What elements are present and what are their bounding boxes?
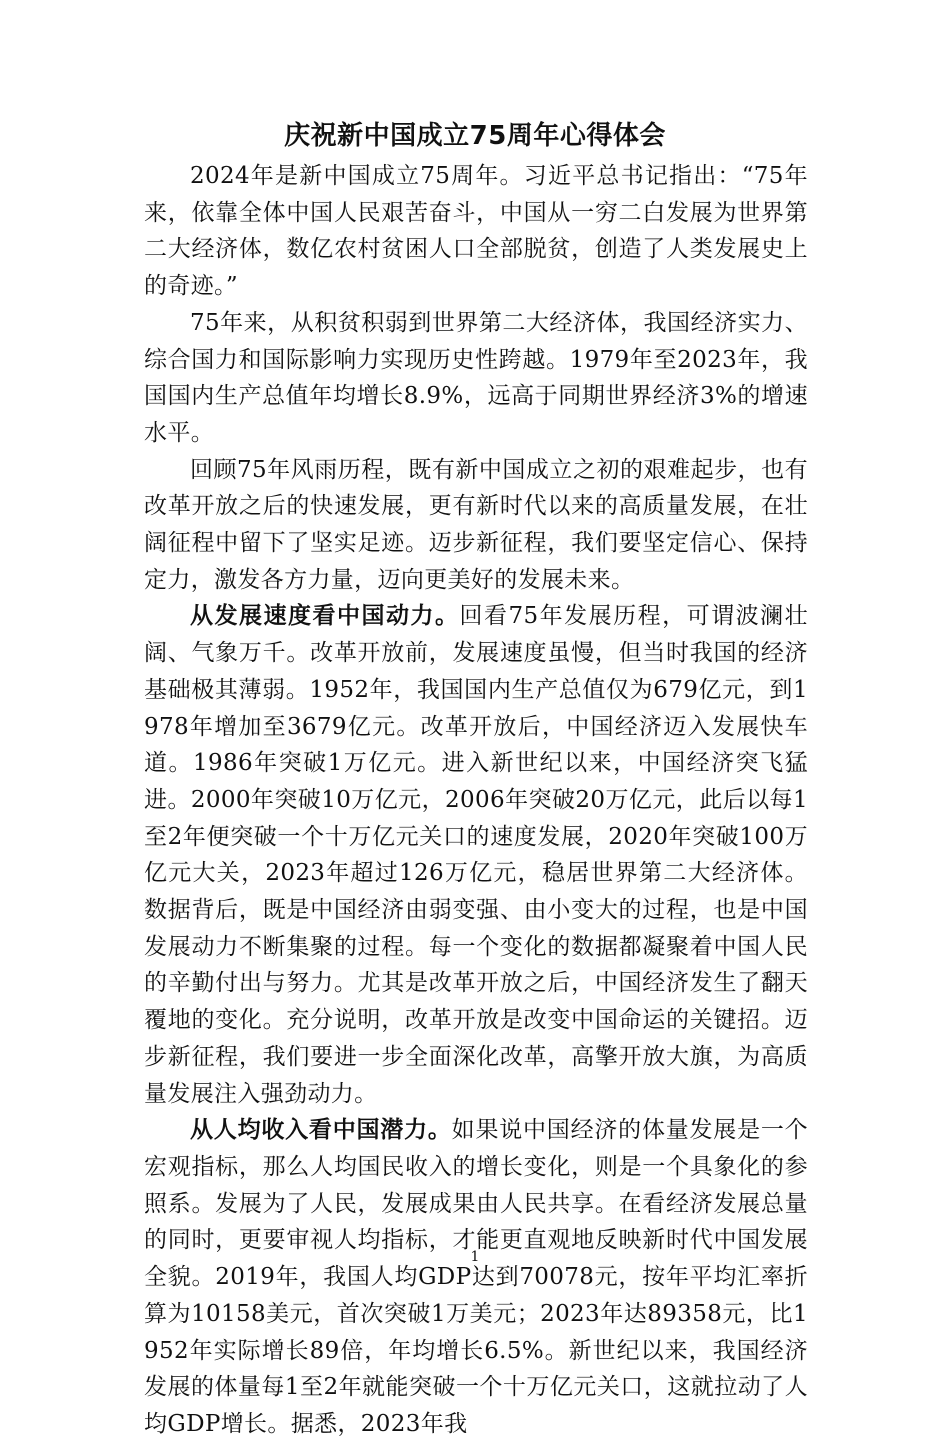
paragraph-text: 75年来，从积贫积弱到世界第二大经济体，我国经济实力、综合国力和国际影响力实现历史性跨越。1979年至2023年，我国国内生产总值年均增长8.9%，远高于同期世界经济3%的增速水平。 xyxy=(144,309,808,446)
paragraph-text: 回顾75年风雨历程，既有新中国成立之初的艰难起步，也有改革开放之后的快速发展，更有新时代以来的高质量发展，在壮阔征程中留下了坚实足迹。迈步新征程，我们要坚定信心、保持定力，激发各方力量，迈向更美好的发展未来。 xyxy=(144,456,808,593)
paragraph-lead: 从人均收入看中国潜力。 xyxy=(190,1117,452,1144)
paragraph-development-speed xyxy=(144,598,808,1112)
document-title: 庆祝新中国成立75周年心得体会 xyxy=(284,121,666,151)
paragraph-review xyxy=(144,452,808,599)
paragraph-lead: 从发展速度看中国动力。 xyxy=(190,603,460,630)
paragraph-text: 回看75年发展历程，可谓波澜壮阔、气象万千。改革开放前，发展速度虽慢，但当时我国的经济基础极其薄弱。1952年，我国国内生产总值仅为679亿元，到1978年增加至3679亿元。改革开放后，中国经济迈入发展快车道。1986年突破1万亿元。进入新世纪以来，中国经济突飞猛进。2000年突破10万亿元，2006年突破20万亿元，此后以每1至2年便突破一个十万亿元关口的速度发展，2020年突破100万亿元大关，2023年超过126万亿元，稳居世界第二大经济体。数据背后，既是中国经济由弱变强、由小变大的过程，也是中国发展动力不断集聚的过程。每一个变化的数据都凝聚着中国人民的辛勤付出与努力。尤其是改革开放之后，中国经济发生了翻天覆地的变化。充分说明，改革开放是改变中国命运的关键招。迈步新征程，我们要进一步全面深化改革，高擎开放大旗，为高质量发展注入强劲动力。 xyxy=(144,603,808,1107)
page-number: 1 xyxy=(470,1249,480,1265)
paragraph-text: 2024年是新中国成立75周年。习近平总书记指出：“75年来，依靠全体中国人民艰苦奋斗，中国从一穷二白发展为世界第二大经济体，数亿农村贫困人口全部脱贫，创造了人类发展史上的奇迹。” xyxy=(144,163,808,300)
paragraph-intro xyxy=(144,158,808,305)
paragraph-per-capita-income xyxy=(144,1112,808,1442)
paragraph-text: 如果说中国经济的体量发展是一个宏观指标，那么人均国民收入的增长变化，则是一个具象化的参照系。发展为了人民，发展成果由人民共享。在看经济发展总量的同时，更要审视人均指标，才能更直观地反映新时代中国发展全貌。2019年，我国人均GDP达到70078元，按年平均汇率折算为10158美元，首次突破1万美元；2023年达89358元，比1952年实际增长89倍，年均增长6.5%。新世纪以来，我国经济发展的体量每1至2年就能突破一个十万亿元关口，这就拉动了人均GDP增长。据悉，2023年我 xyxy=(144,1117,809,1437)
paragraph-achievements xyxy=(144,305,808,452)
